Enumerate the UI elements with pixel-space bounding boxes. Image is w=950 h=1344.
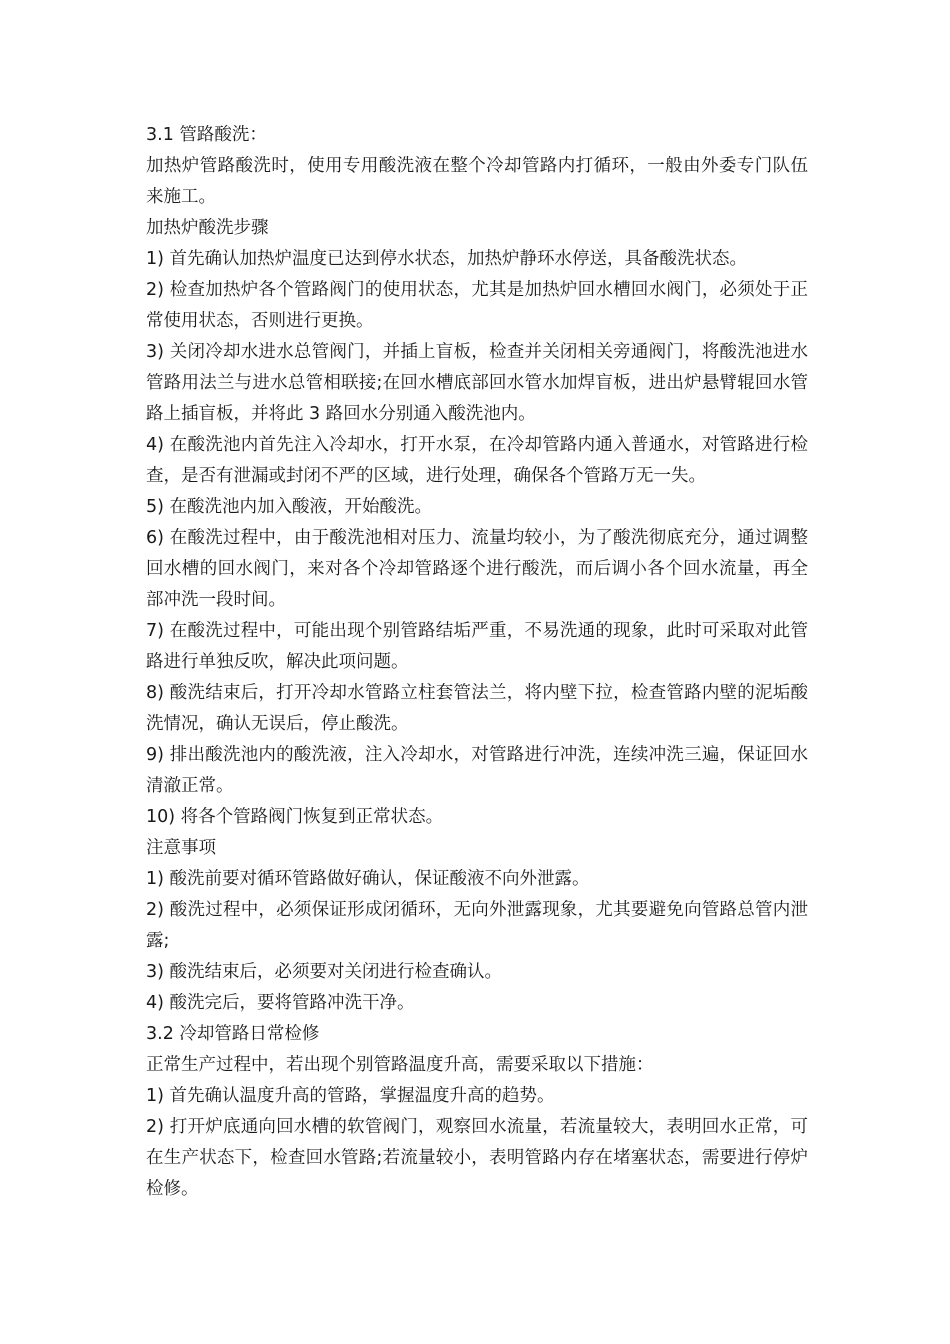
step-3: 3) 关闭冷却水进水总管阀门，并插上盲板，检查并关闭相关旁通阀门，将酸洗池进水管路用法兰与进水总管相联接;在回水槽底部回水管水加焊盲板，进出炉悬臂辊回水管路上插盲板，并将此 3 路回水分别通入酸洗池内。 (146, 342, 808, 424)
step-8: 8) 酸洗结束后，打开冷却水管路立柱套管法兰，将内壁下拉，检查管路内壁的泥垢酸洗情况，确认无误后，停止酸洗。 (146, 683, 808, 734)
subheading-steps: 加热炉酸洗步骤 (146, 218, 269, 238)
step-1: 1) 首先确认加热炉温度已达到停水状态，加热炉静环水停送，具备酸洗状态。 (146, 249, 748, 269)
note-3: 3) 酸洗结束后，必须要对关闭进行检查确认。 (146, 962, 503, 982)
note-4: 4) 酸洗完后，要将管路冲洗干净。 (146, 993, 415, 1013)
measure-2: 2) 打开炉底通向回水槽的软管阀门，观察回水流量，若流量较大，表明回水正常，可在生产状态下，检查回水管路;若流量较小，表明管路内存在堵塞状态，需要进行停炉检修。 (146, 1117, 808, 1199)
note-1: 1) 酸洗前要对循环管路做好确认，保证酸液不向外泄露。 (146, 869, 590, 889)
step-7: 7) 在酸洗过程中，可能出现个别管路结垢严重，不易洗通的现象，此时可采取对此管路进行单独反吹，解决此项问题。 (146, 621, 808, 672)
section-heading-3-1: 3.1 管路酸洗： (146, 125, 267, 145)
step-10: 10) 将各个管路阀门恢复到正常状态。 (146, 807, 444, 827)
paragraph-intro: 加热炉管路酸洗时，使用专用酸洗液在整个冷却管路内打循环，一般由外委专门队伍来施工。 (146, 156, 808, 207)
step-2: 2) 检查加热炉各个管路阀门的使用状态，尤其是加热炉回水槽回水阀门，必须处于正常使用状态，否则进行更换。 (146, 280, 808, 331)
measure-1: 1) 首先确认温度升高的管路，掌握温度升高的趋势。 (146, 1086, 555, 1106)
paragraph-maintenance-intro: 正常生产过程中，若出现个别管路温度升高，需要采取以下措施： (146, 1055, 654, 1075)
step-5: 5) 在酸洗池内加入酸液，开始酸洗。 (146, 497, 433, 517)
document-page (146, 120, 808, 1205)
step-9: 9) 排出酸洗池内的酸洗液，注入冷却水，对管路进行冲洗，连续冲洗三遍，保证回水清澈正常。 (146, 745, 808, 796)
step-4: 4) 在酸洗池内首先注入冷却水，打开水泵，在冷却管路内通入普通水，对管路进行检查，是否有泄漏或封闭不严的区域，进行处理，确保各个管路万无一失。 (146, 435, 808, 486)
section-heading-3-2: 3.2 冷却管路日常检修 (146, 1024, 320, 1044)
note-2: 2) 酸洗过程中，必须保证形成闭循环，无向外泄露现象，尤其要避免向管路总管内泄露; (146, 900, 808, 951)
step-6: 6) 在酸洗过程中，由于酸洗池相对压力、流量均较小，为了酸洗彻底充分，通过调整回水槽的回水阀门，来对各个冷却管路逐个进行酸洗，而后调小各个回水流量，再全部冲洗一段时间。 (146, 528, 808, 610)
subheading-notes: 注意事项 (146, 838, 216, 858)
